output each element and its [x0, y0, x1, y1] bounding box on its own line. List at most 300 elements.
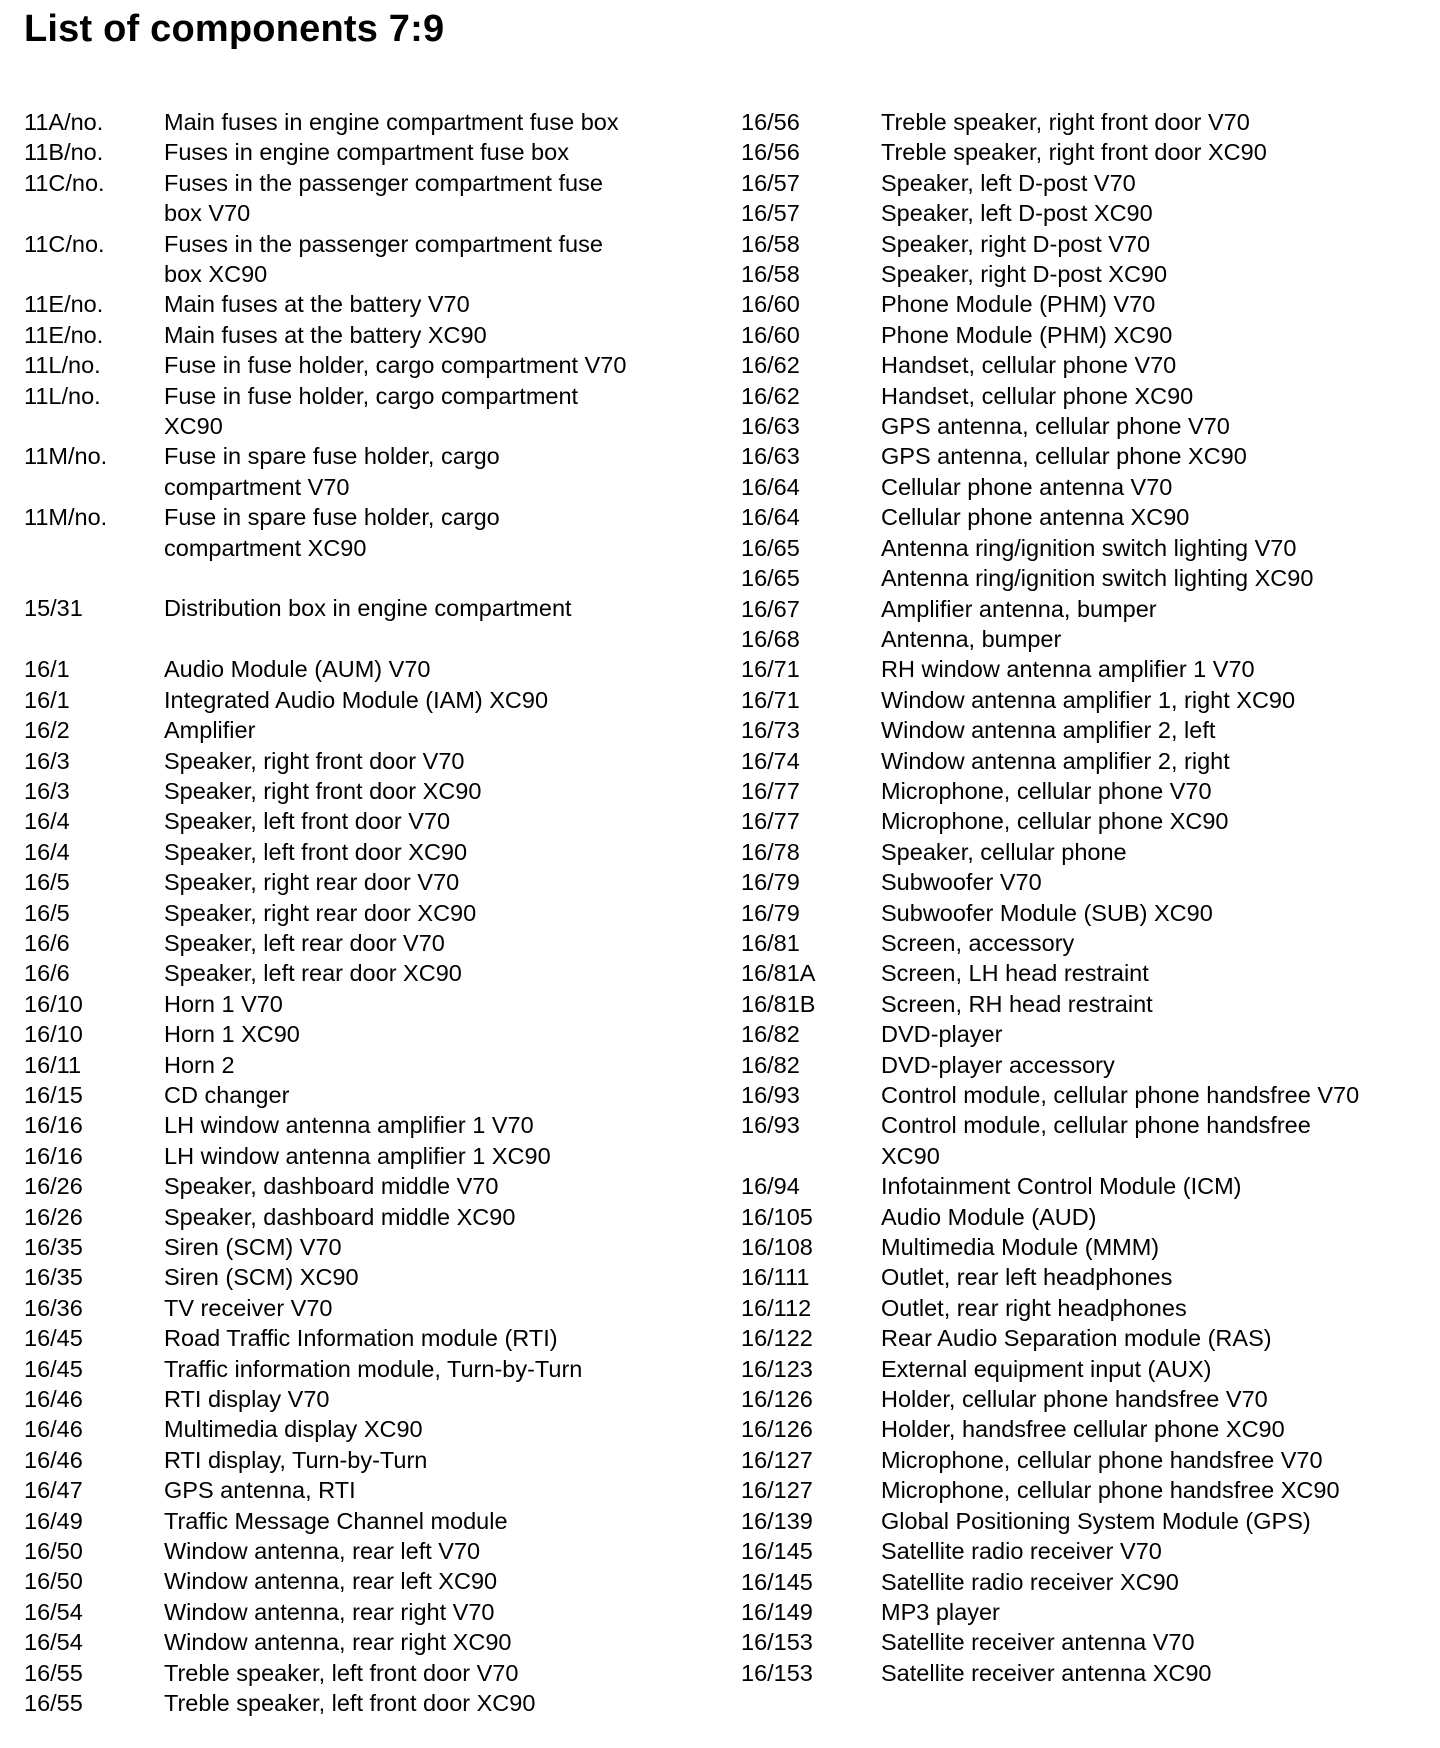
component-row [741, 137, 1431, 167]
component-code: 16/16 [24, 1112, 83, 1139]
description-line: Main fuses at the battery V70 [164, 291, 470, 318]
component-row [24, 898, 724, 928]
description-line: Speaker, left rear door XC90 [164, 960, 462, 987]
description-line: Control module, cellular phone handsfree [881, 1112, 1311, 1139]
description-line: Speaker, right rear door V70 [164, 869, 460, 896]
description-line: Screen, accessory [881, 929, 1075, 956]
component-description [164, 867, 724, 897]
component-row [24, 989, 724, 1019]
component-description [881, 502, 1431, 532]
description-line: Satellite radio receiver XC90 [881, 1568, 1179, 1595]
component-row [741, 1384, 1431, 1414]
component-code: 16/3 [24, 747, 70, 774]
component-description [881, 989, 1431, 1019]
component-row [24, 1110, 724, 1140]
component-row [24, 168, 724, 229]
component-description [881, 715, 1431, 745]
component-code: 16/62 [741, 382, 800, 409]
component-code: 16/54 [24, 1598, 83, 1625]
component-row [741, 958, 1431, 988]
component-row [24, 1080, 724, 1110]
description-line: Fuses in the passenger compartment fuse [164, 230, 603, 257]
component-code: 16/35 [24, 1234, 83, 1260]
component-description [881, 1536, 1431, 1566]
component-description [881, 1202, 1431, 1232]
component-row [24, 1262, 724, 1292]
description-line: CD changer [164, 1081, 290, 1108]
description-line: Handset, cellular phone V70 [881, 352, 1177, 379]
description-line: Fuses in engine compartment fuse box [164, 139, 569, 166]
component-description [881, 381, 1431, 411]
component-description [881, 928, 1431, 958]
component-description [164, 928, 724, 958]
component-row [24, 441, 724, 502]
component-code: 16/56 [741, 139, 800, 166]
component-description [164, 1536, 724, 1566]
component-code: 16/16 [24, 1142, 83, 1169]
component-code: 16/54 [24, 1629, 83, 1656]
component-description [881, 229, 1431, 259]
component-row [24, 1354, 724, 1384]
component-code: 16/78 [741, 838, 800, 865]
component-description [164, 1323, 724, 1353]
component-code: 16/105 [741, 1203, 813, 1230]
component-code: 16/11 [24, 1051, 82, 1078]
component-code: 16/15 [24, 1081, 83, 1108]
component-row [24, 502, 724, 563]
description-line: Microphone, cellular phone handsfree V70 [881, 1446, 1323, 1473]
component-code: 16/10 [24, 1021, 83, 1048]
component-row [24, 654, 724, 684]
component-description [164, 806, 724, 836]
component-description [881, 320, 1431, 350]
component-row [741, 624, 1431, 654]
description-line: Speaker, left D-post V70 [881, 169, 1136, 196]
component-row [24, 1384, 724, 1414]
component-code: 16/81 [741, 929, 800, 956]
description-line: Window antenna amplifier 2, right [881, 747, 1230, 774]
component-code: 16/139 [741, 1507, 813, 1534]
description-line: Speaker, cellular phone [881, 838, 1127, 865]
component-row [24, 776, 724, 806]
description-line: Siren (SCM) XC90 [164, 1264, 359, 1291]
description-line: DVD-player accessory [881, 1051, 1115, 1078]
component-description [164, 1262, 724, 1292]
component-row [24, 1141, 724, 1171]
component-code: 16/5 [24, 899, 70, 926]
component-row [24, 593, 724, 623]
component-row [741, 229, 1431, 259]
component-description [881, 259, 1431, 289]
component-code: 16/46 [24, 1416, 83, 1443]
description-line: Fuse in spare fuse holder, cargo [164, 443, 500, 470]
description-line: Horn 2 [164, 1051, 235, 1078]
component-row [741, 1627, 1431, 1657]
component-row [741, 289, 1431, 319]
component-code: 16/5 [24, 869, 70, 896]
component-code: 16/3 [24, 777, 70, 804]
component-description [881, 411, 1431, 441]
component-row [741, 746, 1431, 776]
component-row [741, 563, 1431, 593]
description-line: Multimedia Module (MMM) [881, 1234, 1160, 1261]
component-code: 16/4 [24, 838, 70, 865]
component-row [741, 1445, 1431, 1475]
component-description [164, 289, 724, 319]
component-code: 16/47 [24, 1477, 83, 1504]
description-line: GPS antenna, cellular phone V70 [881, 413, 1230, 440]
component-row [741, 989, 1431, 1019]
description-line: Speaker, right front door V70 [164, 747, 465, 774]
component-row [24, 685, 724, 715]
description-line: LH window antenna amplifier 1 V70 [164, 1112, 534, 1139]
description-line: LH window antenna amplifier 1 XC90 [164, 1142, 551, 1169]
description-line: Handset, cellular phone XC90 [881, 382, 1194, 409]
component-row [741, 928, 1431, 958]
component-code: 11M/no. [24, 504, 108, 531]
component-row [24, 1019, 724, 1049]
component-row [741, 776, 1431, 806]
component-code: 16/56 [741, 109, 800, 135]
description-line: Horn 1 XC90 [164, 1021, 300, 1048]
component-row [741, 1597, 1431, 1627]
component-code: 11L/no. [24, 382, 101, 409]
description-line: XC90 [881, 1142, 940, 1169]
component-code: 16/122 [741, 1325, 813, 1352]
description-line: Speaker, dashboard middle XC90 [164, 1203, 516, 1230]
component-description [881, 137, 1431, 167]
component-code: 16/55 [24, 1690, 83, 1717]
component-description [164, 958, 724, 988]
component-row [24, 806, 724, 836]
component-description [164, 685, 724, 715]
description-line: box V70 [164, 200, 251, 227]
component-row [741, 1475, 1431, 1505]
component-description [164, 1110, 724, 1140]
component-code: 16/123 [741, 1355, 813, 1382]
component-row [24, 867, 724, 897]
description-line: Amplifier [164, 717, 256, 744]
description-line: DVD-player [881, 1021, 1003, 1048]
component-description [881, 624, 1431, 654]
component-row [24, 1536, 724, 1566]
component-description [881, 289, 1431, 319]
component-code: 11A/no. [24, 109, 104, 135]
component-description [164, 502, 724, 563]
component-row [741, 533, 1431, 563]
description-line: Speaker, right D-post XC90 [881, 261, 1168, 288]
component-description [164, 593, 724, 623]
component-code: 16/50 [24, 1568, 83, 1595]
component-description [164, 1019, 724, 1049]
description-line: Multimedia display XC90 [164, 1416, 423, 1443]
component-code: 15/31 [24, 595, 83, 622]
description-line: Cellular phone antenna XC90 [881, 504, 1190, 531]
description-line: Amplifier antenna, bumper [881, 595, 1157, 622]
component-row [741, 1050, 1431, 1080]
component-row [741, 1414, 1431, 1444]
component-code: 11B/no. [24, 139, 104, 166]
component-description [164, 1688, 724, 1718]
component-description [881, 107, 1431, 137]
component-description [164, 1658, 724, 1688]
description-line: XC90 [164, 413, 223, 440]
component-row [741, 806, 1431, 836]
component-description [881, 563, 1431, 593]
component-description [164, 1141, 724, 1171]
component-code: 16/60 [741, 321, 800, 348]
component-row [24, 958, 724, 988]
description-line: Traffic information module, Turn-by-Turn [164, 1355, 583, 1382]
component-code: 16/111 [741, 1264, 810, 1291]
component-description [164, 1445, 724, 1475]
component-description [881, 898, 1431, 928]
component-code: 16/127 [741, 1446, 813, 1473]
component-description [881, 1475, 1431, 1505]
component-code: 16/6 [24, 960, 70, 987]
component-code: 16/1 [24, 656, 70, 683]
description-line: Distribution box in engine compartment [164, 595, 572, 622]
component-description [881, 533, 1431, 563]
component-row [741, 1262, 1431, 1292]
component-row [741, 654, 1431, 684]
component-description [164, 989, 724, 1019]
description-line: Infotainment Control Module (ICM) [881, 1173, 1242, 1200]
description-line: Antenna, bumper [881, 625, 1062, 652]
component-row [24, 1475, 724, 1505]
component-row [741, 198, 1431, 228]
component-code: 11L/no. [24, 352, 101, 379]
component-row [741, 441, 1431, 471]
component-code: 16/57 [741, 200, 800, 227]
component-description [164, 1566, 724, 1596]
page-title: List of components 7:9 [24, 8, 445, 50]
description-line: Siren (SCM) V70 [164, 1234, 342, 1260]
component-code: 11C/no. [24, 169, 105, 196]
component-row [741, 867, 1431, 897]
component-code: 16/126 [741, 1386, 813, 1413]
component-description [164, 1414, 724, 1444]
description-line: Holder, cellular phone handsfree V70 [881, 1386, 1268, 1413]
component-description [881, 1506, 1431, 1536]
description-line: Microphone, cellular phone XC90 [881, 808, 1229, 835]
description-line: Integrated Audio Module (IAM) XC90 [164, 686, 549, 713]
component-code: 16/81B [741, 990, 816, 1017]
component-code: 16/58 [741, 230, 800, 257]
component-code: 11C/no. [24, 230, 105, 257]
component-row [24, 928, 724, 958]
description-line: box XC90 [164, 261, 268, 288]
component-description [881, 1232, 1431, 1262]
component-description [881, 594, 1431, 624]
component-code: 16/67 [741, 595, 800, 622]
component-description [881, 1293, 1431, 1323]
component-code: 16/64 [741, 473, 800, 500]
description-line: Subwoofer Module (SUB) XC90 [881, 899, 1213, 926]
description-line: Satellite radio receiver V70 [881, 1538, 1162, 1565]
description-line: Audio Module (AUD) [881, 1203, 1097, 1230]
description-line: Holder, handsfree cellular phone XC90 [881, 1416, 1285, 1443]
component-code: 16/82 [741, 1021, 800, 1048]
description-line: Phone Module (PHM) XC90 [881, 321, 1173, 348]
description-line: External equipment input (AUX) [881, 1355, 1212, 1382]
component-description [881, 1445, 1431, 1475]
component-description [164, 168, 724, 229]
component-code: 16/127 [741, 1477, 813, 1504]
description-line: Speaker, left front door XC90 [164, 838, 468, 865]
description-line: Fuse in fuse holder, cargo compartment [164, 382, 579, 409]
component-code: 16/108 [741, 1234, 813, 1261]
component-row [741, 1293, 1431, 1323]
component-row [24, 1506, 724, 1536]
component-code: 16/10 [24, 990, 83, 1017]
component-description [881, 1414, 1431, 1444]
description-line: Speaker, left rear door V70 [164, 929, 445, 956]
component-code: 16/153 [741, 1659, 813, 1686]
component-code: 16/26 [24, 1173, 83, 1200]
component-code: 16/6 [24, 929, 70, 956]
component-code: 16/58 [741, 261, 800, 288]
component-code: 16/82 [741, 1051, 800, 1078]
component-description [164, 1171, 724, 1201]
component-description [881, 1354, 1431, 1384]
component-code: 16/50 [24, 1538, 83, 1565]
component-row [24, 746, 724, 776]
description-line: GPS antenna, RTI [164, 1477, 356, 1504]
description-line: Rear Audio Separation module (RAS) [881, 1325, 1272, 1352]
component-description [164, 746, 724, 776]
component-description [164, 1080, 724, 1110]
component-row [741, 685, 1431, 715]
description-line: compartment V70 [164, 473, 350, 500]
description-line: Window antenna, rear left V70 [164, 1538, 481, 1565]
component-description [164, 1384, 724, 1414]
description-line: Treble speaker, right front door V70 [881, 109, 1250, 135]
component-description [881, 1658, 1431, 1688]
component-row [741, 898, 1431, 928]
component-description [164, 441, 724, 502]
component-description [164, 776, 724, 806]
description-line: Speaker, right front door XC90 [164, 777, 482, 804]
component-code: 16/55 [24, 1659, 83, 1686]
description-line: Outlet, rear left headphones [881, 1264, 1173, 1291]
description-line: Screen, RH head restraint [881, 990, 1153, 1017]
description-line: Speaker, right D-post V70 [881, 230, 1151, 257]
description-line: Speaker, dashboard middle V70 [164, 1173, 499, 1200]
component-row [741, 1323, 1431, 1353]
component-row [24, 289, 724, 319]
description-line: TV receiver V70 [164, 1294, 333, 1321]
component-description [164, 1506, 724, 1536]
component-code: 16/74 [741, 747, 800, 774]
component-code: 16/62 [741, 352, 800, 379]
component-row [741, 350, 1431, 380]
component-row [741, 1110, 1431, 1171]
component-code: 16/45 [24, 1325, 83, 1352]
component-code: 16/94 [741, 1173, 800, 1200]
component-description [881, 746, 1431, 776]
component-row [741, 1171, 1431, 1201]
component-row [741, 1080, 1431, 1110]
description-line: Window antenna, rear right XC90 [164, 1629, 512, 1656]
component-description [881, 776, 1431, 806]
component-code: 16/63 [741, 443, 800, 470]
component-description [881, 806, 1431, 836]
component-code: 16/1 [24, 686, 70, 713]
component-description [881, 1080, 1431, 1110]
component-row [24, 1627, 724, 1657]
component-row [741, 381, 1431, 411]
component-description [164, 898, 724, 928]
description-line: Window antenna amplifier 1, right XC90 [881, 686, 1296, 713]
component-row [741, 502, 1431, 532]
component-code: 16/64 [741, 504, 800, 531]
description-line: Global Positioning System Module (GPS) [881, 1507, 1311, 1534]
component-description [164, 350, 724, 380]
component-row [24, 1050, 724, 1080]
description-line: Microphone, cellular phone handsfree XC90 [881, 1477, 1340, 1504]
component-description [164, 1354, 724, 1384]
description-line: Control module, cellular phone handsfree V70 [881, 1082, 1360, 1108]
component-code: 16/57 [741, 169, 800, 196]
component-description [881, 350, 1431, 380]
component-description [164, 229, 724, 290]
description-line: Speaker, left front door V70 [164, 808, 451, 835]
description-line: Speaker, right rear door XC90 [164, 899, 477, 926]
component-description [164, 381, 724, 442]
component-code: 16/79 [741, 899, 800, 926]
component-description [881, 1384, 1431, 1414]
component-row [741, 837, 1431, 867]
component-row [24, 1171, 724, 1201]
description-line: compartment XC90 [164, 534, 367, 561]
description-line: Satellite receiver antenna XC90 [881, 1659, 1212, 1686]
component-description [881, 441, 1431, 471]
component-row [24, 837, 724, 867]
component-row [24, 1566, 724, 1596]
component-code: 16/93 [741, 1082, 800, 1108]
component-row [24, 350, 724, 380]
component-code: 11M/no. [24, 443, 108, 470]
component-description [164, 654, 724, 684]
component-code: 16/71 [741, 686, 800, 713]
description-line: Fuse in fuse holder, cargo compartment V70 [164, 352, 627, 379]
component-code: 16/60 [741, 291, 800, 318]
description-line: RH window antenna amplifier 1 V70 [881, 656, 1255, 683]
component-row [24, 1445, 724, 1475]
description-line: MP3 player [881, 1598, 1000, 1625]
description-line: Speaker, left D-post XC90 [881, 200, 1153, 227]
component-description [881, 1323, 1431, 1353]
component-row [24, 1293, 724, 1323]
component-description [164, 1597, 724, 1627]
component-description [164, 107, 724, 137]
description-line: RTI display, Turn-by-Turn [164, 1446, 428, 1473]
description-line: RTI display V70 [164, 1386, 330, 1413]
component-code: 16/35 [24, 1264, 83, 1291]
description-line: Subwoofer V70 [881, 869, 1042, 896]
component-row [741, 1567, 1431, 1597]
component-row [741, 259, 1431, 289]
description-line: Window antenna amplifier 2, left [881, 717, 1216, 744]
description-line: Horn 1 V70 [164, 990, 283, 1017]
description-line: GPS antenna, cellular phone XC90 [881, 443, 1247, 470]
component-code: 16/145 [741, 1568, 813, 1595]
description-line: Antenna ring/ignition switch lighting V70 [881, 534, 1297, 561]
component-row [24, 1597, 724, 1627]
description-line: Treble speaker, right front door XC90 [881, 139, 1267, 166]
component-code: 16/45 [24, 1355, 83, 1382]
